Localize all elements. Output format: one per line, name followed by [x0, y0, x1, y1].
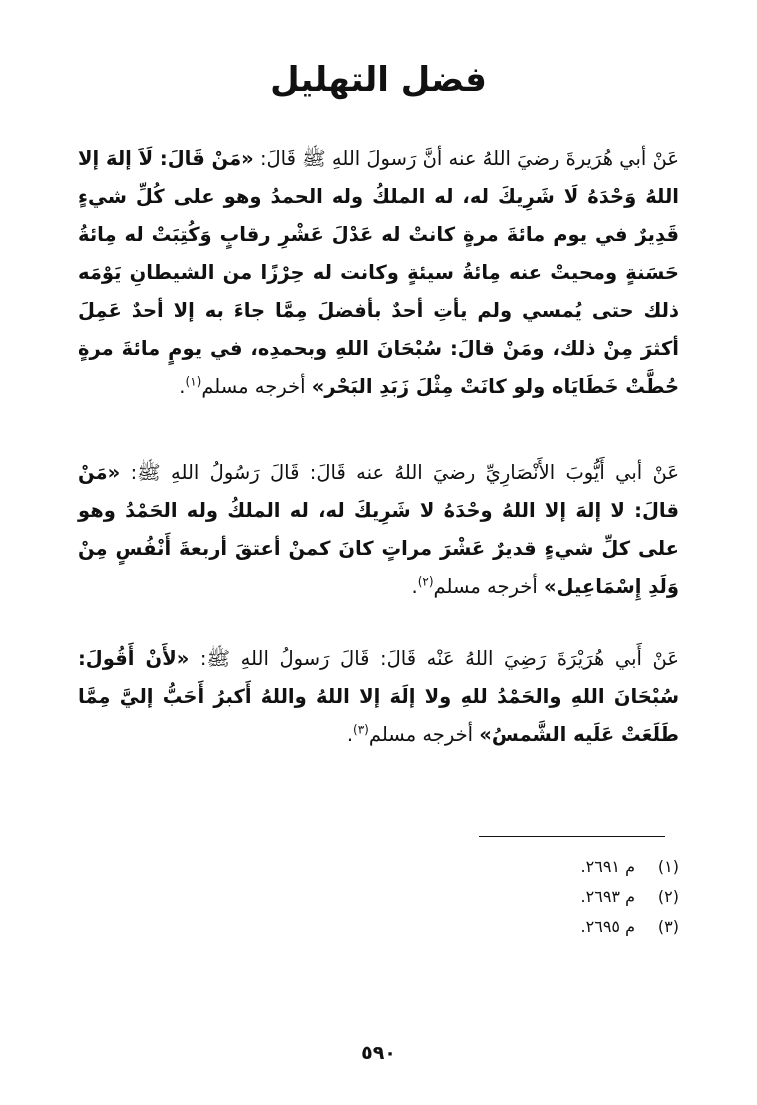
- hadith-reference: أخرجه مسلم: [368, 723, 480, 746]
- page-number: ٥٩٠: [361, 1042, 396, 1064]
- footnote-item: [379, 882, 679, 912]
- hadith-paragraph: [78, 140, 679, 406]
- footnote-text: م ٢٦٩٥.: [580, 917, 635, 936]
- footnote-item: [379, 912, 679, 942]
- hadith-intro: عَنْ أبي أَيُّوبَ الأَنْصَارِيِّ رضيَ اللهُ عنه قَالَ: قَالَ رَسُولُ اللهِ ﷺ:: [120, 461, 679, 484]
- hadith-text: «لأَنْ أَقُولَ: سُبْحَانَ اللهِ والحَمْدُ للهِ ولا إلَهَ إلا اللهُ واللهُ أَكبرُ أَحَبُّ إليَّ مِمَّا طَلَعَتْ عَلَيه الشَّمسُ»: [78, 647, 679, 746]
- hadith-intro: عَنْ أَبي هُرَيْرَةَ رَضِيَ اللهُ عَنْه قَالَ: قَالَ رَسولُ اللهِ ﷺ:: [189, 647, 679, 670]
- sentence-end: .: [179, 375, 186, 398]
- page-title: فضل التهليل: [270, 60, 487, 100]
- sentence-end: .: [346, 723, 354, 746]
- hadith-text: «مَنْ قالَ: لا إلهَ إلا اللهُ وحْدَهُ لا شَرِيكَ له، له الملكُ وله الحَمْدُ وهو على كلِّ شيءٍ قديرٌ عَشْرَ مراتٍ كانَ كمنْ أعتقَ أربعةَ أَنْفُسٍ مِنْ وَلَدِ إِسْمَاعِيل»: [78, 461, 679, 598]
- hadith-paragraph: [78, 640, 679, 754]
- footnotes: [379, 852, 679, 942]
- hadith-reference: أخرجه مسلم: [201, 375, 312, 398]
- sentence-end: .: [411, 575, 418, 598]
- footnote-number: (٣): [657, 917, 679, 936]
- footnote-text: م ٢٦٩١.: [580, 857, 635, 876]
- footnote-number: (٢): [657, 887, 679, 906]
- footnote-item: [379, 852, 679, 882]
- footnote-text: م ٢٦٩٣.: [580, 887, 635, 906]
- footnote-marker: (٣): [353, 722, 369, 737]
- hadith-paragraph: [78, 454, 679, 606]
- hadith-intro: عَنْ أبي هُرَيرةَ رضيَ اللهُ عنه أنَّ رَسولَ اللهِ ﷺ قَالَ:: [253, 147, 679, 170]
- hadith-reference: أخرجه مسلم: [433, 575, 544, 598]
- footnote-marker: (١): [185, 374, 202, 389]
- footnote-separator: [479, 836, 665, 837]
- footnote-marker: (٢): [417, 574, 434, 589]
- footnote-number: (١): [657, 857, 679, 876]
- hadith-text: «مَنْ قَالَ: لَاَ إلهَ إلا اللهُ وَحْدَهُ لَا شَرِيكَ له، له الملكُ وله الحمدُ وهو على كُلِّ شيءٍ قَدِيرٌ في يوم مائةَ مرةٍ كانتْ له عَدْلَ عَشْرِ رقابٍ وَكُتِبَتْ له مِائةُ حَسَنةٍ ومحيتْ عنه مِائةُ سيئةٍ وكانت له حِرْزًا من الشيطانِ يَوْمَه ذلك حتى يُمسي ولم يأتِ أحدٌ بأفضلَ مِمَّا جاءَ به إلا أحدٌ عَمِلَ أكثرَ مِنْ ذلك، ومَنْ قالَ: سُبْحَانَ اللهِ وبحمدِه، في يومٍ مائةَ مرةٍ حُطَّتْ خَطَايَاه ولو كانَتْ مِثْلَ زَبَدِ البَحْر»: [78, 147, 679, 398]
